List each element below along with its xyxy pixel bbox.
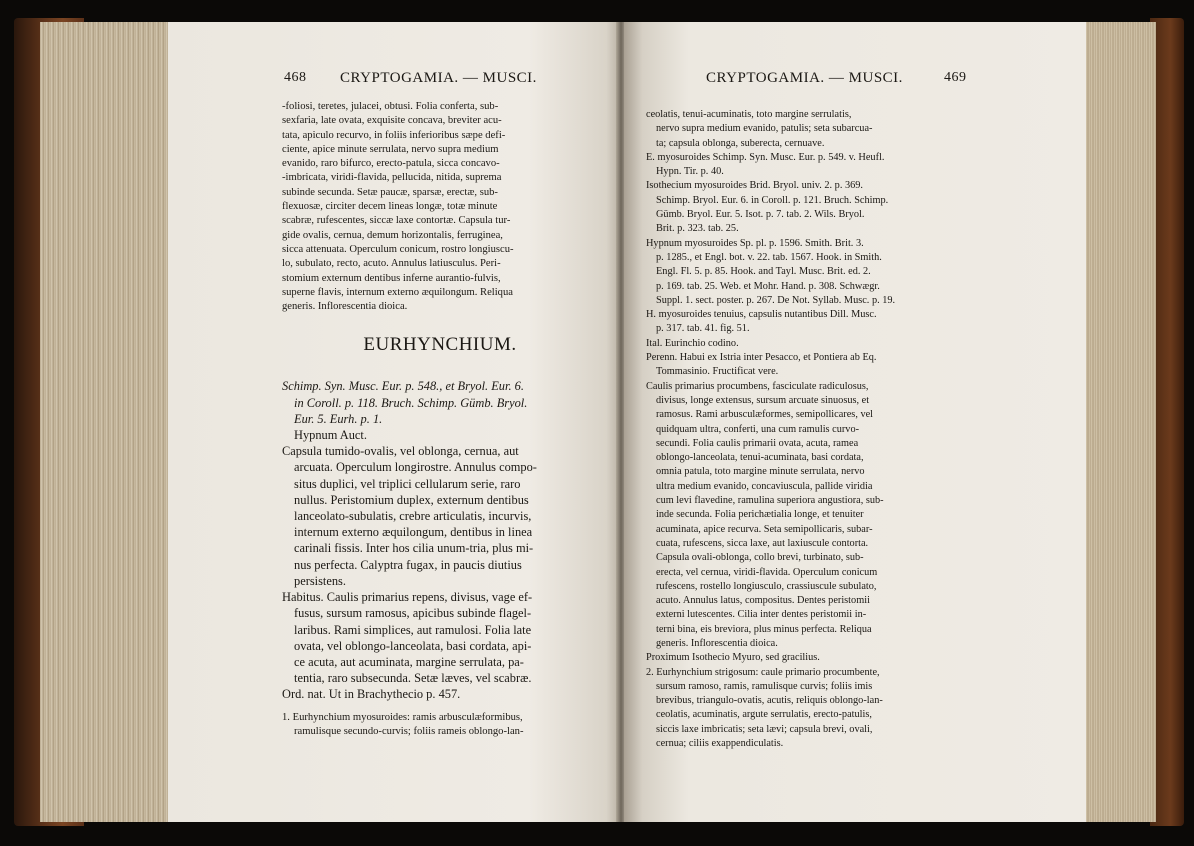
text-line: Isothecium myosuroides Brid. Bryol. univ. 2. p. 369. (646, 180, 863, 192)
text-line: externi lutescentes. Cilia inter dentes peristomii in- (656, 609, 867, 621)
text-line: -foliosi, teretes, julacei, obtusi. Folia conferta, sub- (282, 101, 499, 112)
text-line: 1. Eurhynchium myosuroides: ramis arbusculæformibus, (282, 711, 523, 723)
text-line: cum levi flavedine, ramulina superiora angustiora, sub- (656, 495, 884, 507)
text-line: cernua; ciliis exappendiculatis. (656, 738, 784, 750)
left-running-head (168, 70, 620, 92)
synonymy (282, 378, 598, 427)
text-line: H. myosuroides tenuius, capsulis nutantibus Dill. Musc. (646, 309, 877, 321)
text-line: p. 169. tab. 25. Web. et Mohr. Hand. p. 308. Schwægr. (656, 280, 880, 292)
text-line: acuminata, apice recurva. Seta semipollicaris, subar- (656, 523, 873, 535)
text-line: gide ovalis, cernua, demum horizontalis, ferruginea, (282, 229, 503, 241)
text-line: inde secunda. Folia perichætialia longe, et tenuiter (656, 509, 864, 521)
right-running-head (624, 70, 1086, 92)
text-line: -imbricata, viridi-flavida, pellucida, nitida, suprema (282, 172, 502, 184)
hypnum-line: Hypnum Auct. (294, 428, 367, 443)
text-line: situs duplici, vel triplici cellularum serie, raro (294, 476, 521, 491)
text-line: Proximum Isothecio Myuro, sed gracilius. (646, 652, 820, 664)
text-line: erecta, vel cernua, viridi-flavida. Operculum conicum (656, 566, 878, 578)
text-line: sursum ramoso, ramis, ramulisque curvis; foliis imis (656, 680, 873, 692)
genus-title: EURHYNCHIUM. (363, 334, 517, 356)
text-line: in Coroll. p. 118. Bruch. Schimp. Gümb. Bryol. (294, 395, 528, 410)
text-line: tentia, raro subsecunda. Setæ læves, vel scabræ. (294, 671, 532, 686)
text-line: lo, subulato, recto, acuto. Annulus latiusculus. Peri- (282, 258, 501, 270)
text-line: Habitus. Caulis primarius repens, divisus, vage ef- (282, 590, 533, 605)
text-line: scabræ, rufescentes, siccæ laxe contortæ. Capsula tur- (282, 215, 511, 227)
ord-nat-line: Ord. nat. Ut in Brachythecio p. 457. (282, 687, 461, 702)
text-line: acuto. Annulus latus, compositus. Dentes peristomii (656, 595, 870, 607)
text-line: Gümb. Bryol. Eur. 5. Isot. p. 7. tab. 2. Wils. Bryol. (656, 209, 865, 221)
text-line: terni bina, eis breviora, plus minus perfecta. Reliqua (656, 623, 872, 635)
text-line: evanido, raro bifurco, erecto-patula, sicca concavo- (282, 158, 500, 170)
text-line: sicca attenuata. Operculum conicum, rostro longiuscu- (282, 243, 514, 255)
text-line: arcuata. Operculum longirostre. Annulus compo- (294, 460, 537, 475)
genus-description (282, 443, 598, 589)
text-line: fusus, sursum ramosus, apicibus subinde flagel- (294, 606, 532, 621)
left-page-header: CRYPTOGAMIA. — MUSCI. (340, 70, 537, 86)
page-edges-right (1086, 22, 1156, 822)
text-line: oblongo-lanceolata, tenui-acuminata, basi cordata, (656, 452, 864, 464)
text-line: superne flavis, internum externo æquilongum. Reliqua (282, 286, 513, 298)
text-line: Hypnum myosuroides Sp. pl. p. 1596. Smith. Brit. 3. (646, 237, 864, 249)
text-line: ultra medium evanido, concaviuscula, pallide viridia (656, 480, 873, 492)
intro-paragraph (282, 100, 598, 314)
text-line: Suppl. 1. sect. poster. p. 267. De Not. Syllab. Musc. p. 19. (656, 294, 896, 306)
text-line: Ital. Eurinchio codino. (646, 337, 739, 349)
text-line: Schimp. Bryol. Eur. 6. in Coroll. p. 121. Bruch. Schimp. (656, 194, 889, 206)
text-line: Tommasinio. Fructificat vere. (656, 366, 779, 378)
text-line: nervo supra medium evanido, patulis; seta subarcua- (656, 123, 873, 135)
text-line: laribus. Rami simplices, aut ramulosi. Folia late (294, 622, 532, 637)
text-line: Brit. p. 323. tab. 25. (656, 223, 739, 235)
species-1 (282, 711, 598, 740)
text-line: generis. Inflorescentia dioica. (282, 301, 408, 313)
text-line: omnia patula, toto margine minute serrulata, nervo (656, 466, 865, 478)
text-line: divisus, longe extensus, sursum arcuate sinuosus, et (656, 394, 870, 406)
text-line: lanceolato-subulatis, crebre articulatis, incurvis, (294, 509, 532, 524)
text-line: ceolatis, tenui-acuminatis, toto margine serrulatis, (646, 109, 852, 120)
text-line: Eur. 5. Eurh. p. 1. (294, 411, 383, 426)
text-line: Perenn. Habui ex Istria inter Pesacco, et Pontiera ab Eq. (646, 352, 877, 364)
text-line: subinde secunda. Setæ paucæ, sparsæ, erectæ, sub- (282, 186, 498, 198)
text-line: persistens. (294, 573, 346, 588)
text-line: internum externo æquilongum, dentibus in linea (294, 525, 533, 540)
text-line: secundi. Folia caulis primarii ovata, acuta, ramea (656, 437, 859, 449)
text-line: sexfaria, late ovata, exquisite concava, breviter acu- (282, 115, 502, 127)
text-line: quidquam ultra, conferti, una cum ramulis curvo- (656, 423, 860, 435)
text-line: 2. Eurhynchium strigosum: caule primario procumbente, (646, 666, 880, 678)
text-line: siccis laxe imbricatis; seta lævi; capsula brevi, ovali, (656, 723, 873, 735)
right-page-header: CRYPTOGAMIA. — MUSCI. (706, 70, 903, 86)
text-line: rufescens, rostello longiusculo, crassiuscule subulato, (656, 580, 877, 592)
text-line: ta; capsula oblonga, suberecta, cernuave. (656, 137, 825, 149)
text-line: ceolatis, acuminatis, argute serrulatis, erecto-patulis, (656, 709, 872, 721)
habitus-paragraph (282, 589, 598, 686)
text-line: Hypn. Tir. p. 40. (656, 166, 724, 178)
text-line: E. myosuroides Schimp. Syn. Musc. Eur. p. 549. v. Heufl. (646, 151, 885, 163)
text-line: ciente, apice minute serrulata, nervo supra medium (282, 143, 499, 155)
text-line: cuata, rufescens, sicca laxe, aut laxiuscule contorta. (656, 537, 869, 549)
text-line: ovata, vel oblongo-lanceolata, basi cordata, api- (294, 638, 532, 653)
text-line: nullus. Peristomium duplex, externum dentibus (294, 492, 529, 507)
right-page (624, 22, 1086, 822)
text-line: p. 1285., et Engl. bot. v. 22. tab. 1567. Hook. in Smith. (656, 251, 882, 263)
text-line: p. 317. tab. 41. fig. 51. (656, 323, 750, 335)
text-line: ramosus. Rami arbusculæformes, semipollicares, vel (656, 409, 874, 421)
text-line: flexuosæ, circiter decem lineas longæ, totæ minute (282, 201, 498, 213)
text-line: tata, apiculo recurvo, in foliis inferioribus sæpe defi- (282, 129, 506, 141)
text-line: Engl. Fl. 5. p. 85. Hook. and Tayl. Musc. Brit. ed. 2. (656, 266, 871, 278)
text-line: Caulis primarius procumbens, fasciculate radiculosus, (646, 380, 869, 392)
text-line: generis. Inflorescentia dioica. (656, 637, 778, 649)
left-column (282, 100, 598, 739)
text-line: carinali fissis. Inter hos cilia unum-tria, plus mi- (294, 541, 534, 556)
text-line: stomium externum dentibus inferne aurantio-fulvis, (282, 272, 501, 284)
right-column (646, 108, 1006, 751)
page-edges-left (40, 22, 170, 822)
text-line: ce acuta, aut acuminata, margine serrulata, pa- (294, 654, 524, 669)
text-line: brevibus, triangulo-ovatis, acutis, reliquis oblongo-lan- (656, 695, 883, 707)
left-page-number: 468 (284, 70, 307, 85)
text-line: Schimp. Syn. Musc. Eur. p. 548., et Bryol. Eur. 6. (282, 379, 524, 394)
text-line: ramulisque secundo-curvis; foliis rameis oblongo-lan- (294, 725, 524, 737)
right-page-number: 469 (944, 70, 967, 85)
text-line: Capsula tumido-ovalis, vel oblonga, cernua, aut (282, 444, 519, 459)
left-page (168, 22, 620, 822)
text-line: Capsula ovali-oblonga, collo brevi, turbinato, sub- (656, 552, 864, 564)
text-line: nus perfecta. Calyptra fugax, in paucis diutius (294, 557, 522, 572)
